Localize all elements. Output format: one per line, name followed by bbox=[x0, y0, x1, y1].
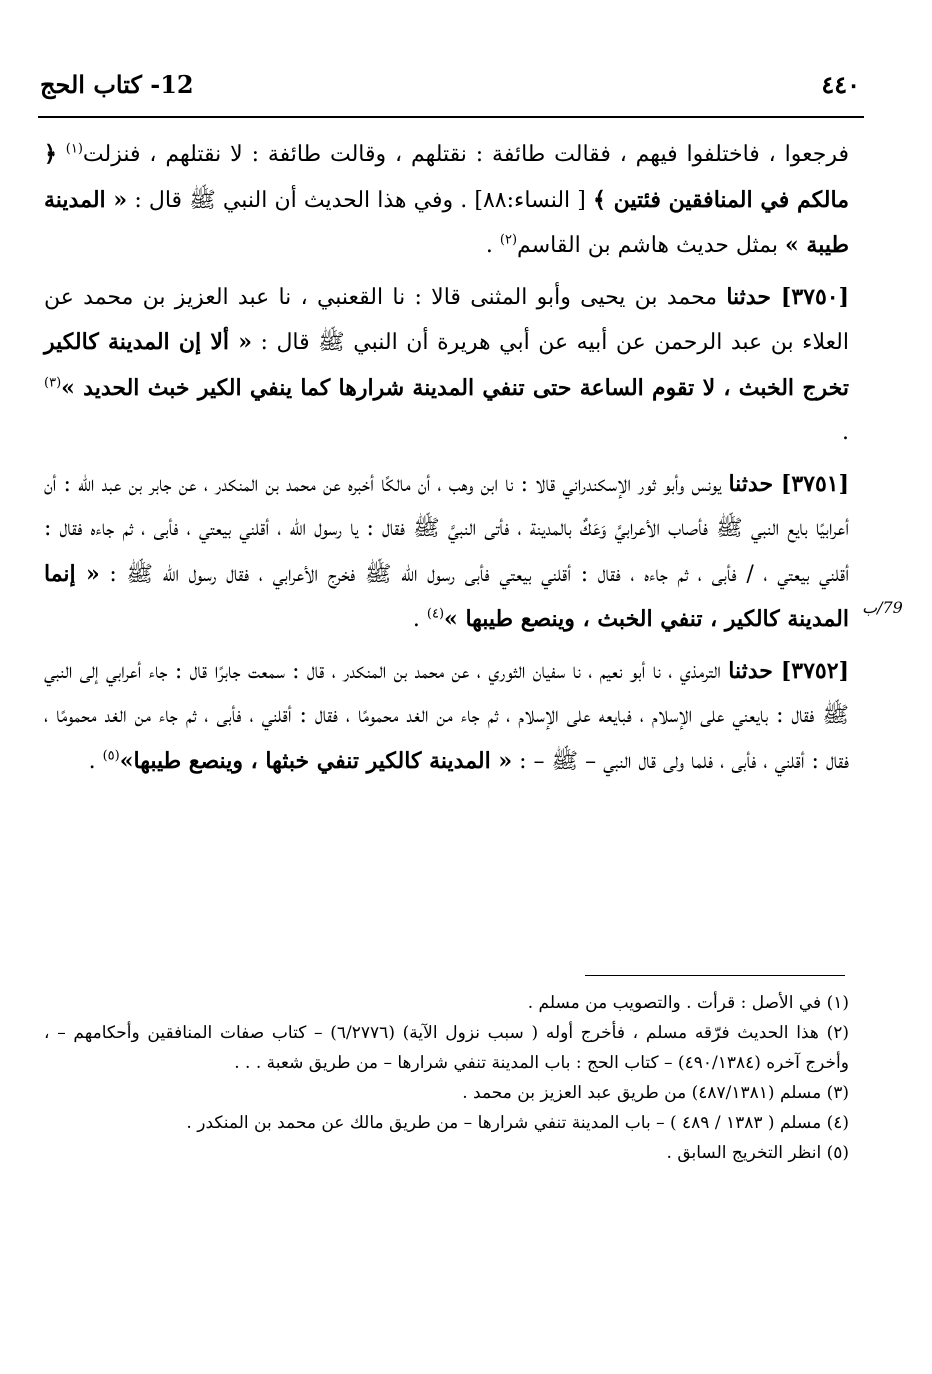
footnote-ref: (٢) bbox=[499, 232, 518, 248]
footnote-ref: (١) bbox=[65, 141, 83, 157]
paragraph-intro bbox=[44, 132, 849, 269]
main-text bbox=[44, 132, 849, 790]
footnote-ref: (٤) bbox=[426, 606, 445, 622]
footnote-4: (٤) مسلم ( ١٣٨٣ / ٤٨٩ ) – باب المدينة تنفي شرارها – من طريق مالك عن محمد بن المنكدر . bbox=[186, 1113, 849, 1133]
hadith-3752 bbox=[44, 649, 849, 785]
isnad-text: الترمذي ، نا أبو نعيم ، نا سفيان الثوري ، عن محمد بن المنكدر ، قال : سمعت جابرًا قال : جاء أعرابي إلى النبي ﷺ فقال : بايعني على الإسلام ، فبايعه على الإسلام ، ثم جاء من الغد محمومًا ، فقال : أقلني ، فأبى ، ثم جاء من الغد محمومًا ، فقال : أقلني ، فأبى ، فلما ولى قال النبي – ﷺ – : bbox=[44, 658, 849, 774]
hadith-number: [٣٧٥٠] حدثنا bbox=[726, 283, 849, 310]
hadith-quote: « إنما المدينة كالكير ، تنفي الخبث ، وينصع طيبها » bbox=[44, 560, 849, 632]
hadith-3750 bbox=[44, 275, 849, 456]
text-run: . bbox=[485, 233, 500, 258]
footnote-5: (٥) انظر التخريج السابق . bbox=[666, 1143, 849, 1163]
isnad-text: يونس وأبو ثور الإسكندراني قالا : نا ابن وهب ، أن مالكًا أخبره عن محمد بن المنكدر ، عن جابر بن عبد الله : أن أعرابيًا بايع النبي ﷺ فأصاب الأعرابيَّ وَعَكٌ بالمدينة ، فأتى النبيَّ ﷺ فقال : يا رسول الله ، أقلني بيعتي ، فأبى ، ثم جاءه فقال : أقلني بيعتي ، / فأبى ، ثم جاءه ، فقال : أقلني بيعتي فأبى رسول الله ﷺ فخرج الأعرابي ، فقال رسول الله ﷺ : bbox=[44, 471, 849, 587]
footnote-ref: (٥) bbox=[102, 748, 120, 764]
running-header bbox=[40, 70, 860, 104]
text-run: فرجعوا ، فاختلفوا فيهم ، فقالت طائفة : نقتلهم ، وقالت طائفة : لا نقتلهم ، فنزلت bbox=[82, 142, 849, 167]
quran-quote: ﴿ مالكم في المنافقين فئتين ﴾ bbox=[44, 141, 849, 213]
manuscript-folio-note: 79/ب bbox=[862, 598, 903, 617]
hadith-quote: « المدينة طيبة » bbox=[44, 186, 849, 258]
header-rule bbox=[38, 116, 864, 118]
text-run: . bbox=[88, 748, 103, 774]
hadith-number: [٣٧٥٢] حدثنا bbox=[728, 657, 849, 684]
footnote-3: (٣) مسلم (٤٨٧/١٣٨١) من طريق عبد العزيز بن محمد . bbox=[462, 1083, 849, 1103]
hadith-quote: « المدينة كالكير تنفي خبثها ، وينصع طيبها» bbox=[119, 747, 513, 774]
book-title: 12- كتاب الحج bbox=[40, 70, 194, 99]
footnote-2: (٢) هذا الحديث فرّقه مسلم ، فأخرج أوله ( سبب نزول الآية) (٦/٢٧٧٦) – كتاب صفات المنافقين وأحكامهم – ، وأخرج آخره (٤٩٠/١٣٨٤) – كتاب الحج : باب المدينة تنفي شرارها – من طريق شعبة . . . bbox=[44, 1023, 849, 1073]
footnote-separator bbox=[585, 975, 845, 976]
footnote-ref: (٣) bbox=[44, 375, 62, 391]
footnote-1: (١) في الأصل : قرأت . والتصويب من مسلم . bbox=[527, 993, 849, 1013]
text-run: . bbox=[842, 420, 849, 445]
text-run: [ النساء:٨٨] . وفي هذا الحديث أن النبي ﷺ قال : bbox=[127, 187, 593, 213]
isnad-text: محمد بن يحيى وأبو المثنى قالا : نا القعنبي ، نا عبد العزيز بن محمد عن العلاء بن عبد الرحمن عن أبيه عن أبي هريرة أن النبي ﷺ قال : bbox=[44, 284, 850, 355]
hadith-quote: « ألا إن المدينة كالكير تخرج الخبث ، لا تقوم الساعة حتى تنفي المدينة شرارها كما ينفي الكير خبث الحديد » bbox=[44, 329, 849, 401]
footnotes bbox=[44, 988, 849, 1168]
text-run: . bbox=[412, 607, 427, 632]
text-run: بمثل حديث هاشم بن القاسم bbox=[517, 233, 785, 258]
hadith-number: [٣٧٥١] حدثنا bbox=[728, 470, 849, 497]
hadith-3751 bbox=[44, 462, 849, 643]
page-number: ٤٤٠ bbox=[821, 70, 860, 99]
